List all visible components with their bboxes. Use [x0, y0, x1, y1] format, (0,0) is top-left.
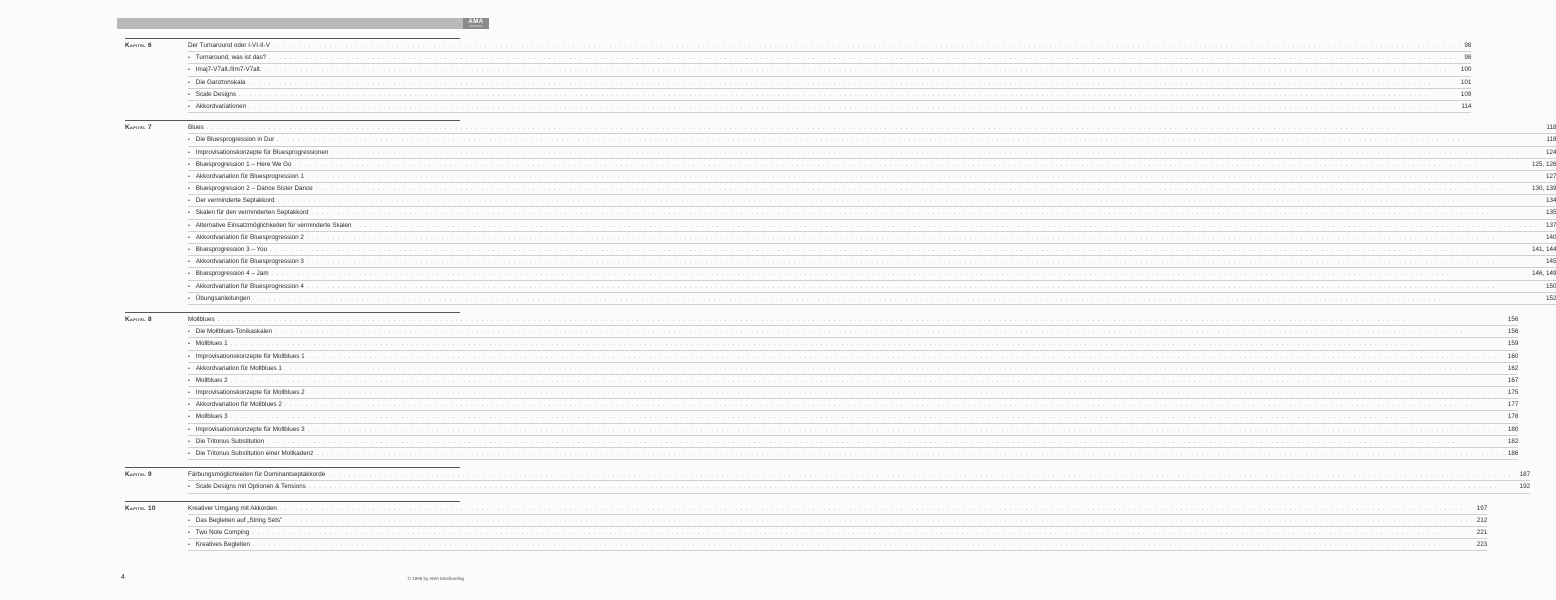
- leader-dots: [273, 41, 1461, 52]
- toc-entry-page: 98: [1464, 42, 1472, 49]
- leader-dots: [277, 135, 1543, 146]
- toc-entry[interactable]: [188, 527, 1487, 539]
- toc-entry[interactable]: [188, 268, 1556, 280]
- chapter-label: Kapitel 6: [125, 42, 152, 49]
- leader-dots: [316, 184, 1529, 195]
- toc-entry-page: 134: [1545, 197, 1556, 205]
- toc-entry[interactable]: [188, 399, 1518, 411]
- toc-entry-title: Imaj7-V7alt./IIm7-V7alt.: [195, 66, 262, 74]
- chapter-section: [125, 467, 1531, 493]
- toc-entry-title: Mollblues 3: [195, 413, 228, 421]
- leader-dots: [278, 196, 1543, 207]
- leader-dots: [285, 400, 1505, 411]
- toc-entry-title: Akkordvariation für Mollblues 2: [195, 401, 282, 409]
- toc-entry-title: Skalen für den verminderten Septakkord: [195, 209, 309, 217]
- bullet-icon: •: [188, 67, 190, 74]
- toc-entry[interactable]: [188, 183, 1556, 195]
- leader-dots: [308, 388, 1505, 399]
- bullet-icon: •: [188, 198, 190, 205]
- chapter-section: [125, 312, 1519, 460]
- bullet-icon: •: [188, 222, 190, 229]
- toc-entry-title: Akkordvariation für Bluesprogression 1: [195, 172, 304, 180]
- leader-dots: [218, 315, 1505, 326]
- leader-dots: [267, 437, 1505, 448]
- bullet-icon: •: [188, 161, 190, 168]
- toc-entry-page: 192: [1519, 483, 1531, 491]
- toc-entry-title: Improvisationskonzepte für Mollblues 1: [195, 352, 305, 360]
- toc-entry-title: Die Tritonus Substitution einer Mollkadenz: [195, 450, 314, 457]
- toc-entry[interactable]: [188, 77, 1471, 89]
- table-of-contents: [125, 38, 1556, 558]
- leader-dots: [328, 470, 1516, 481]
- toc-entry-title: Turnaround, was ist das?: [195, 54, 267, 62]
- toc-entry-title: Akkordvariation für Bluesprogression 3: [195, 258, 304, 266]
- toc-entry-page: 124: [1545, 148, 1556, 156]
- toc-entry-page: 125, 126: [1531, 160, 1556, 168]
- bullet-icon: •: [188, 451, 190, 457]
- leader-dots: [207, 123, 1544, 134]
- leader-dots: [316, 449, 1504, 460]
- toc-entry-page: 160: [1507, 352, 1519, 360]
- bullet-icon: •: [188, 353, 190, 360]
- chapter-entries: [188, 503, 1487, 552]
- toc-entry-page: 100: [1460, 66, 1472, 74]
- toc-entry-page: 156: [1507, 315, 1519, 323]
- bullet-icon: •: [188, 377, 190, 384]
- leader-dots: [248, 78, 1457, 89]
- toc-entry[interactable]: [188, 101, 1471, 113]
- chapter-entries: [188, 314, 1518, 460]
- leader-dots: [295, 160, 1529, 171]
- chapter-block: [125, 467, 1531, 493]
- toc-entry[interactable]: [188, 134, 1556, 146]
- bullet-icon: •: [188, 529, 190, 536]
- leader-dots: [307, 233, 1543, 244]
- bullet-icon: •: [188, 542, 190, 549]
- copyright-notice: © 1999 by AMA Musikverlag: [407, 576, 464, 581]
- toc-entry-page: 182: [1507, 437, 1519, 445]
- toc-entry-page: 109: [1460, 90, 1472, 98]
- toc-entry-page: 145: [1545, 258, 1556, 266]
- toc-entry[interactable]: [188, 539, 1487, 551]
- toc-entry[interactable]: [188, 448, 1518, 460]
- toc-entry[interactable]: [188, 387, 1518, 399]
- chapter-entries: [188, 40, 1471, 113]
- bullet-icon: •: [188, 402, 190, 409]
- toc-entry-title: Alternative Einsatzmöglichkeiten für verminderte Skalen: [195, 221, 352, 229]
- bullet-icon: •: [188, 271, 190, 278]
- toc-entry-page: 98: [1464, 54, 1472, 62]
- toc-entry[interactable]: [188, 351, 1518, 363]
- toc-entry[interactable]: [188, 64, 1471, 76]
- toc-entry-page: 101: [1460, 78, 1472, 86]
- bullet-icon: •: [188, 341, 190, 348]
- leader-dots: [253, 540, 1474, 551]
- leader-dots: [231, 412, 1505, 423]
- leader-dots: [265, 65, 1458, 76]
- toc-entry[interactable]: [188, 195, 1556, 207]
- header-bar: [117, 18, 489, 29]
- logo-subtext: VERLAG: [469, 24, 483, 28]
- leader-dots: [355, 221, 1543, 232]
- bullet-icon: •: [188, 329, 190, 336]
- bullet-icon: •: [188, 295, 190, 302]
- toc-entry-title: Kreatives Begleiten: [195, 541, 251, 549]
- bullet-icon: •: [188, 365, 190, 372]
- bullet-icon: •: [188, 283, 190, 290]
- toc-entry-title: Bluesprogression 4 – Jam: [195, 270, 269, 278]
- toc-entry[interactable]: [188, 147, 1556, 159]
- bullet-icon: •: [188, 517, 190, 524]
- toc-entry-page: 177: [1507, 401, 1519, 409]
- toc-entry-page: 223: [1476, 541, 1488, 549]
- chapter-label: Kapitel 7: [125, 124, 152, 132]
- toc-entry-page: 150: [1545, 282, 1556, 290]
- toc-entry-page: 187: [1519, 471, 1531, 479]
- leader-dots: [285, 364, 1505, 375]
- toc-entry-title: Scale Designs: [195, 90, 237, 98]
- toc-entry-title: Scale Designs mit Optionen & Tensions: [195, 483, 306, 491]
- toc-entry-title: Bluesprogression 1 – Here We Go: [195, 160, 292, 168]
- toc-entry[interactable]: [188, 159, 1556, 171]
- leader-dots: [272, 269, 1529, 280]
- bullet-icon: •: [188, 79, 190, 86]
- toc-entry-title: Der verminderte Septakkord: [195, 197, 275, 205]
- leader-dots: [252, 528, 1473, 539]
- bullet-icon: •: [188, 186, 190, 193]
- bullet-icon: •: [188, 259, 190, 266]
- toc-entry[interactable]: [188, 363, 1518, 375]
- toc-entry-page: 162: [1507, 364, 1519, 372]
- toc-entry-title: Die Tritonus Substitution: [195, 437, 265, 445]
- toc-entry[interactable]: [188, 207, 1556, 219]
- leader-dots: [269, 53, 1461, 64]
- toc-entry-title: Blues: [188, 124, 204, 132]
- chapter-block: [125, 312, 1519, 460]
- toc-entry-page: 140: [1545, 233, 1556, 241]
- toc-entry[interactable]: [188, 122, 1556, 134]
- chapter-label: Kapitel 9: [125, 471, 152, 479]
- leader-dots: [331, 148, 1543, 159]
- toc-entry[interactable]: [188, 515, 1487, 527]
- bullet-icon: •: [188, 247, 190, 253]
- toc-entry[interactable]: [188, 52, 1471, 64]
- toc-entry-title: Übungsanleitungen: [195, 294, 251, 302]
- chapter-label: Kapitel 10: [125, 504, 156, 512]
- toc-entry[interactable]: [188, 411, 1518, 423]
- leader-dots: [311, 208, 1542, 219]
- toc-entry-title: Akkordvariation für Mollblues 1: [195, 364, 282, 372]
- toc-entry-page: 167: [1507, 376, 1519, 384]
- leader-dots: [249, 102, 1458, 113]
- toc-entry[interactable]: [188, 281, 1556, 293]
- chapter-block: [125, 501, 1488, 552]
- leader-dots: [308, 425, 1505, 436]
- toc-entry-page: 141, 144: [1531, 246, 1556, 253]
- leader-dots: [270, 245, 1529, 256]
- toc-entry[interactable]: [188, 375, 1518, 387]
- toc-entry[interactable]: [188, 244, 1556, 256]
- bullet-icon: •: [188, 438, 190, 445]
- toc-entry-title: Mollblues 1: [195, 340, 228, 348]
- toc-entry-page: 152: [1545, 294, 1556, 302]
- toc-entry-title: Bluesprogression 3 – You: [195, 246, 268, 253]
- toc-entry-title: Bluesprogression 2 – Dance Sister Dance: [195, 185, 313, 193]
- toc-entry-title: Improvisationskonzepte für Mollblues 3: [195, 425, 305, 433]
- toc-entry[interactable]: [188, 220, 1556, 232]
- toc-entry-page: 186: [1507, 450, 1519, 457]
- toc-entry-title: Die Bluesprogression in Dur: [195, 136, 275, 144]
- toc-entry[interactable]: [188, 469, 1530, 481]
- toc-entry-page: 137: [1545, 221, 1556, 229]
- bullet-icon: •: [188, 91, 190, 98]
- toc-entry-page: 135: [1545, 209, 1556, 217]
- chapter-block: [125, 120, 1556, 305]
- leader-dots: [309, 482, 1517, 493]
- toc-entry-page: 130, 139: [1531, 185, 1556, 193]
- toc-entry[interactable]: [188, 424, 1518, 436]
- toc-entry[interactable]: [188, 314, 1518, 326]
- toc-entry-page: 146, 149: [1531, 270, 1556, 278]
- toc-entry[interactable]: [188, 326, 1518, 338]
- toc-entry[interactable]: [188, 338, 1518, 350]
- bullet-icon: •: [188, 234, 190, 241]
- chapter-label: Kapitel 8: [125, 315, 152, 323]
- chapter-section: [125, 120, 1556, 305]
- chapter-section: [125, 38, 1472, 113]
- bullet-icon: •: [188, 103, 190, 110]
- logo-text: AMA: [468, 19, 484, 25]
- chapter-section: [125, 501, 1488, 552]
- page-number: 4: [121, 574, 125, 581]
- leader-dots: [308, 352, 1505, 363]
- toc-entry[interactable]: [188, 40, 1471, 52]
- toc-entry-page: 127: [1545, 172, 1556, 180]
- toc-entry-title: Improvisationskonzepte für Mollblues 2: [195, 389, 305, 397]
- toc-entry-title: Kreativer Umgang mit Akkorden: [188, 504, 277, 512]
- toc-entry-title: Akkordvariation für Bluesprogression 2: [195, 233, 304, 241]
- leader-dots: [307, 257, 1543, 268]
- toc-entry-page: 221: [1476, 528, 1488, 536]
- leader-dots: [280, 504, 1474, 515]
- publisher-logo: [463, 18, 489, 29]
- toc-entry-title: Mollblues: [188, 315, 215, 323]
- chapter-entries: [188, 122, 1556, 305]
- leader-dots: [307, 282, 1543, 293]
- toc-entry-title: Der Turnaround oder I-VI-II-V: [188, 42, 270, 49]
- toc-entry-title: Improvisationskonzepte für Bluesprogressionen: [195, 148, 329, 156]
- leader-dots: [275, 327, 1505, 338]
- toc-entry[interactable]: [188, 503, 1487, 515]
- toc-entry-title: Two Note Comping: [195, 528, 250, 536]
- toc-entry[interactable]: [188, 256, 1556, 268]
- leader-dots: [231, 339, 1505, 350]
- bullet-icon: •: [188, 210, 190, 217]
- leader-dots: [285, 516, 1473, 527]
- toc-entry-title: Akkordvariation für Bluesprogression 4: [195, 282, 304, 290]
- toc-entry-page: 118: [1546, 124, 1556, 132]
- leader-dots: [307, 172, 1543, 183]
- bullet-icon: •: [188, 390, 190, 397]
- chapter-entries: [188, 469, 1530, 493]
- toc-entry-page: 180: [1507, 425, 1519, 433]
- toc-entry-page: 156: [1507, 328, 1519, 336]
- bullet-icon: •: [188, 55, 190, 62]
- bullet-icon: •: [188, 414, 190, 421]
- bullet-icon: •: [188, 149, 190, 156]
- toc-entry-page: 197: [1476, 504, 1488, 512]
- toc-entry-title: Die Ganztonskala: [195, 78, 246, 86]
- leader-dots: [239, 90, 1458, 101]
- toc-entry-page: 212: [1476, 516, 1488, 524]
- toc-entry-title: Mollblues 2: [195, 376, 228, 384]
- toc-entry[interactable]: [188, 89, 1471, 101]
- toc-entry[interactable]: [188, 293, 1556, 305]
- toc-entry-page: 178: [1507, 413, 1519, 421]
- toc-entry[interactable]: [188, 171, 1556, 183]
- chapter-block: [125, 38, 1472, 113]
- leader-dots: [231, 376, 1505, 387]
- bullet-icon: •: [188, 484, 190, 491]
- toc-entry[interactable]: [188, 436, 1518, 448]
- toc-entry-title: Die Mollblues-Tonikaskalen: [195, 328, 273, 336]
- bullet-icon: •: [188, 173, 190, 180]
- toc-entry[interactable]: [188, 232, 1556, 244]
- toc-entry-title: Das Begleiten auf „String Sets": [195, 516, 283, 524]
- leader-dots: [253, 294, 1543, 305]
- toc-entry-page: 159: [1507, 340, 1519, 348]
- toc-entry-title: Akkordvariationen: [195, 102, 247, 110]
- bullet-icon: •: [188, 426, 190, 433]
- toc-entry-page: 175: [1507, 389, 1519, 397]
- toc-entry-page: 114: [1461, 102, 1472, 110]
- toc-entry-title: Färbungsmöglichkeiten für Dominantseptakkorde: [188, 471, 326, 479]
- toc-entry-page: 118: [1546, 136, 1556, 144]
- toc-entry[interactable]: [188, 481, 1530, 493]
- bullet-icon: •: [188, 137, 190, 144]
